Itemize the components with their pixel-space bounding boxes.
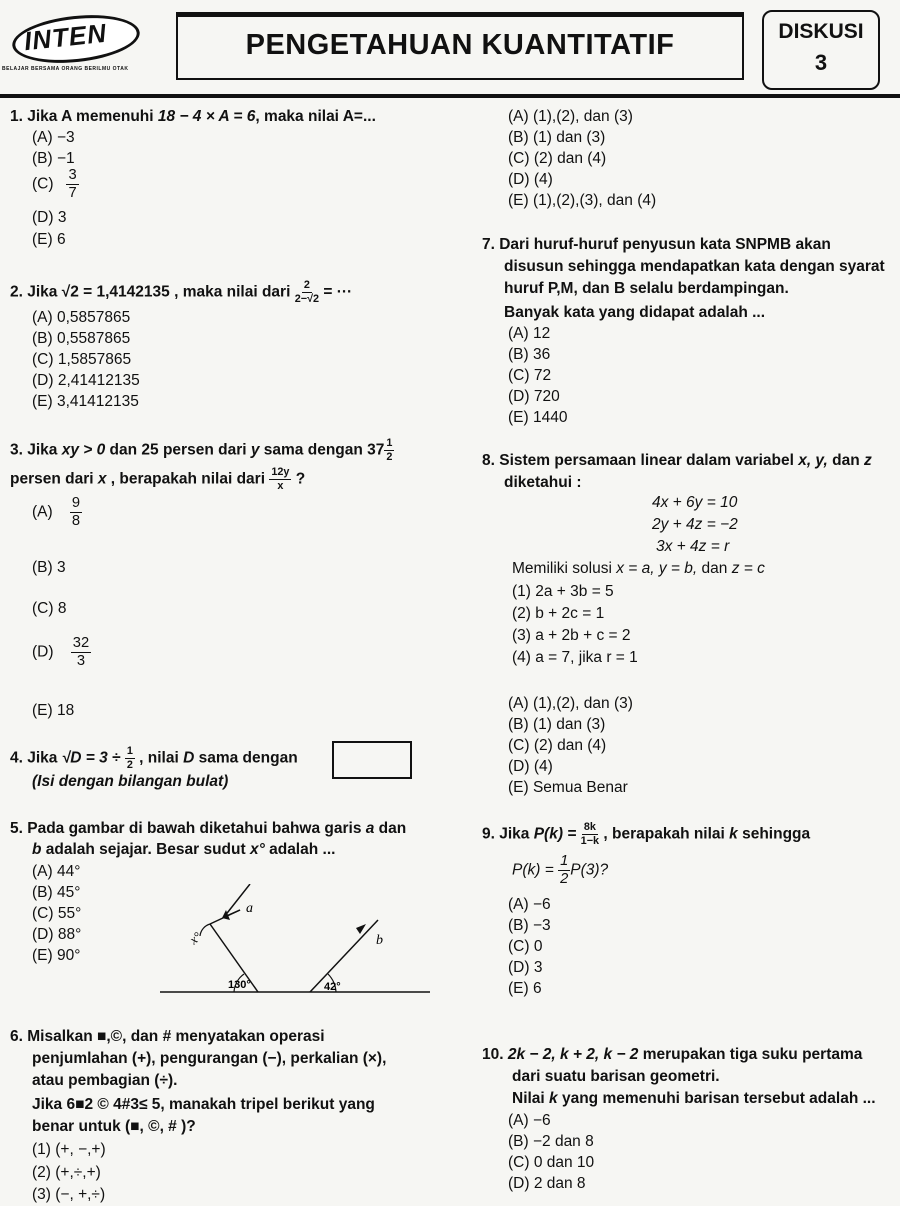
q2-stem: 2. Jika √2 = 1,4142135 , maka nilai dari $\frac{2}{2-√2}$ = ···	[10, 279, 353, 305]
q3-option-a: (A) $\frac{9}{8}$	[32, 495, 81, 529]
q5-option-d: (D) 88°	[32, 926, 82, 943]
q2-option-c: (C) 1,5857865	[32, 351, 132, 368]
q1-option-d: (D) 3	[32, 209, 67, 226]
q5-option-b: (B) 45°	[32, 884, 81, 901]
q7-option-d: (D) 720	[508, 388, 560, 405]
q10-option-b: (B) −2 dan 8	[508, 1133, 594, 1150]
q6-option-e: (E) (1),(2),(3), dan (4)	[508, 192, 657, 209]
q5-stem-line1: 5. Pada gambar di bawah diketahui bahwa garis a dan	[10, 820, 407, 837]
q5-parallel-lines-figure	[160, 884, 450, 1004]
q8-statement-3: (3) a + 2b + c = 2	[512, 627, 631, 644]
q3-stem-line2: persen dari x , berapakah nilai dari $\frac{12y}{x}$ ?	[10, 466, 306, 492]
q3-option-e: (E) 18	[32, 702, 75, 719]
q10-option-c: (C) 0 dan 10	[508, 1154, 595, 1171]
q5-option-a: (A) 44°	[32, 863, 81, 880]
q6-statement-3: (3) (−, +,÷)	[32, 1186, 106, 1203]
q7-line2: disusun sehingga mendapatkan kata dengan syarat	[504, 258, 885, 275]
line-b	[310, 920, 378, 992]
q1-option-b: (B) −1	[32, 150, 75, 167]
q8-equation-3: 3x + 4z = r	[656, 538, 730, 555]
q2-option-d: (D) 2,41412135	[32, 372, 140, 389]
q6-line2: penjumlahan (+), pengurangan (−), perkalian (×),	[32, 1050, 387, 1067]
q6-statement-1: (1) (+, −,+)	[32, 1141, 106, 1158]
q6-line4: Jika 6■2 © 4#3≤ 5, manakah tripel berikut yang	[32, 1096, 375, 1113]
q6-option-d: (D) (4)	[508, 171, 553, 188]
q10-line2: dari suatu barisan geometri.	[512, 1068, 720, 1085]
q9-option-a: (A) −6	[508, 896, 551, 913]
logo-text: INTEN	[22, 17, 109, 57]
q3-option-b: (B) 3	[32, 559, 66, 576]
q4-note: (Isi dengan bilangan bulat)	[32, 773, 229, 790]
q10-option-d: (D) 2 dan 8	[508, 1175, 586, 1192]
q8-equation-2: 2y + 4z = −2	[652, 516, 738, 533]
badge-number: 3	[814, 50, 828, 75]
q8-statement-2: (2) b + 2c = 1	[512, 605, 605, 622]
q1-option-a: (A) −3	[32, 129, 75, 146]
q9-equation: P(k) = $\frac{1}{2}$ P(3)?	[512, 853, 609, 887]
q5-option-c: (C) 55°	[32, 905, 82, 922]
logo-tagline: BELAJAR BERSAMA ORANG BERILMU OTAK	[2, 66, 129, 72]
fig-label-130: 130°	[228, 979, 251, 991]
q5-stem-line2: b adalah sejajar. Besar sudut x° adalah ...	[32, 841, 336, 858]
page-title: PENGETAHUAN KUANTITATIF	[245, 29, 675, 61]
fig-label-a: a	[246, 901, 253, 916]
q8-statement-4: (4) a = 7, jika r = 1	[512, 649, 638, 666]
q6-option-c: (C) (2) dan (4)	[508, 150, 607, 167]
q8-equation-1: 4x + 6y = 10	[652, 494, 738, 511]
q4-answer-box[interactable]	[332, 741, 412, 779]
q7-option-e: (E) 1440	[508, 409, 568, 426]
q9-option-e: (E) 6	[508, 980, 542, 997]
title-box	[176, 12, 744, 80]
q8-line1: 8. Sistem persamaan linear dalam variabel x, y, dan z	[482, 452, 872, 469]
q3-option-d: (D) $\frac{32}{3}$	[32, 635, 90, 669]
inten-logo	[2, 10, 152, 78]
fig-label-b: b	[376, 933, 383, 948]
q6-line1: 6. Misalkan ■,©, dan # menyatakan operasi	[10, 1028, 325, 1045]
q10-option-a: (A) −6	[508, 1112, 551, 1129]
q6-option-b: (B) (1) dan (3)	[508, 129, 606, 146]
q9-option-c: (C) 0	[508, 938, 543, 955]
q8-option-b: (B) (1) dan (3)	[508, 716, 606, 733]
q7-line3: huruf P,M, dan B selalu berdampingan.	[504, 280, 789, 297]
q9-stem: 9. Jika P(k) = $\frac{8k}{1-k}$ , berapakah nilai k sehingga	[482, 821, 811, 847]
q9-option-d: (D) 3	[508, 959, 543, 976]
q3-stem-line1: 3. Jika xy > 0 dan 25 persen dari y sama dengan 37 $\frac{1}{2}$	[10, 437, 393, 463]
q7-option-b: (B) 36	[508, 346, 551, 363]
q5-option-e: (E) 90°	[32, 947, 81, 964]
q6-line5: benar untuk (■, ©, # )?	[32, 1118, 196, 1135]
q7-option-a: (A) 12	[508, 325, 551, 342]
q8-option-d: (D) (4)	[508, 758, 553, 775]
session-badge	[762, 10, 880, 90]
badge-label: DISKUSI	[778, 20, 864, 43]
q9-option-b: (B) −3	[508, 917, 551, 934]
q4-stem: 4. Jika √D = 3 ÷ $\frac{1}{2}$ , nilai D sama dengan	[10, 745, 298, 771]
fig-label-42: 42°	[324, 981, 341, 993]
q8-solution-line: Memiliki solusi x = a, y = b, dan z = c	[512, 560, 765, 577]
arrow-b-icon	[356, 924, 366, 934]
q8-statement-1: (1) 2a + 3b = 5	[512, 583, 614, 600]
q7-option-c: (C) 72	[508, 367, 552, 384]
q7-line4: Banyak kata yang didapat adalah ...	[504, 304, 766, 321]
q2-option-b: (B) 0,5587865	[32, 330, 131, 347]
q7-line1: 7. Dari huruf-huruf penyusun kata SNPMB akan	[482, 236, 831, 253]
q8-option-a: (A) (1),(2), dan (3)	[508, 695, 633, 712]
fig-label-x: x°	[186, 928, 205, 948]
q8-option-e: (E) Semua Benar	[508, 779, 628, 796]
header-rule	[0, 94, 900, 98]
q2-option-e: (E) 3,41412135	[32, 393, 139, 410]
q6-statement-2: (2) (+,÷,+)	[32, 1164, 101, 1181]
q8-option-c: (C) (2) dan (4)	[508, 737, 607, 754]
q10-line1: 10. 2k − 2, k + 2, k − 2 merupakan tiga suku pertama	[482, 1046, 863, 1063]
q1-option-c: (C) $\frac{3}{7}$	[32, 167, 77, 201]
q8-line2: diketahui :	[504, 474, 582, 491]
q3-option-c: (C) 8	[32, 600, 67, 617]
q6-line3: atau pembagian (÷).	[32, 1072, 178, 1089]
q1-stem: 1. Jika A memenuhi 18 − 4 × A = 6, maka nilai A=...	[10, 108, 376, 125]
q2-option-a: (A) 0,5857865	[32, 309, 131, 326]
page-header	[0, 0, 900, 104]
q1-option-e: (E) 6	[32, 231, 66, 248]
q10-line3: Nilai k yang memenuhi barisan tersebut adalah ...	[512, 1090, 876, 1107]
q6-option-a: (A) (1),(2), dan (3)	[508, 108, 633, 125]
